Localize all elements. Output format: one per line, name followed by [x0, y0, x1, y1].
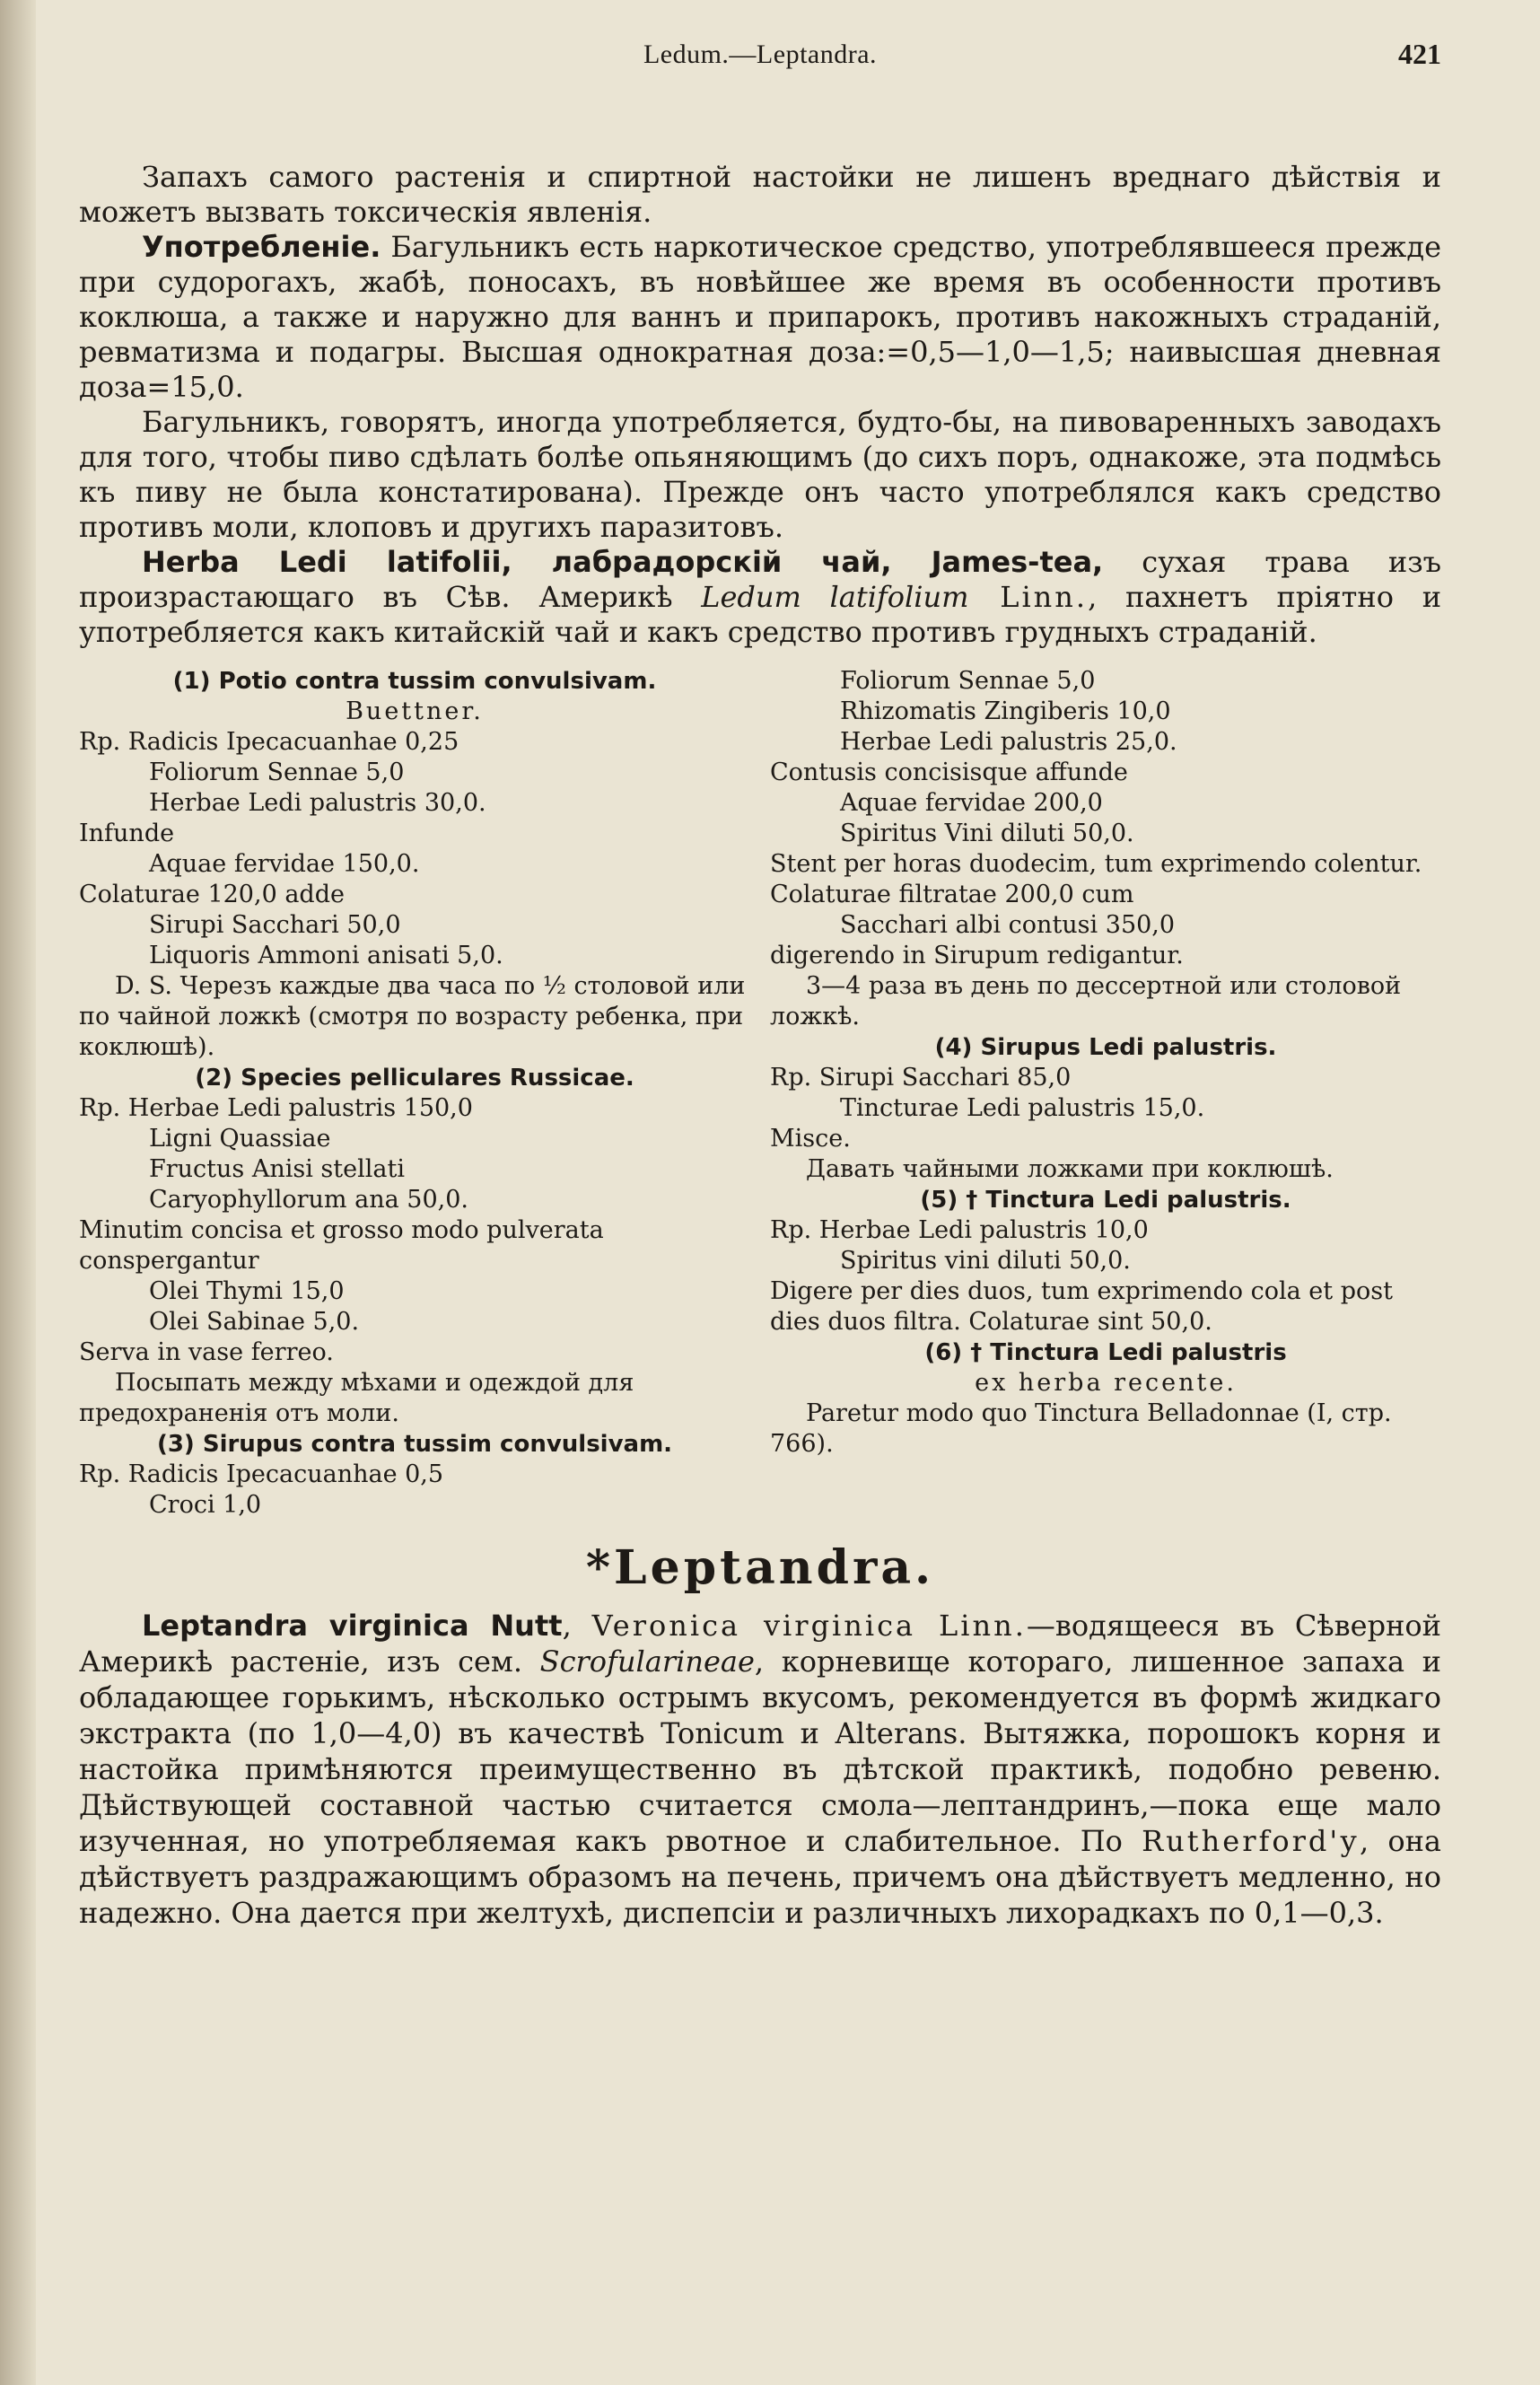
recipe-line: Ligni Quassiae	[149, 1125, 331, 1153]
recipe-line: Stent per horas duodecim, tum exprimendo colentur. Colaturae filtratae 200,0 cum	[770, 850, 1422, 908]
recipe-line: Olei Sabinae 5,0.	[149, 1308, 360, 1336]
recipe-line: Serva in vase ferreo.	[79, 1338, 334, 1366]
recipe-title: (5) † Tinctura Ledi palustris.	[920, 1187, 1291, 1214]
recipe-line: Sirupi Sacchari 50,0	[149, 911, 401, 939]
section-title: *Leptandra.	[585, 1540, 935, 1595]
leptandra-text	[79, 1608, 1441, 1931]
species-term: Leptandra virginica Nutt	[142, 1609, 563, 1643]
text-run: , корневище котораго, лишенное запаха и обладающее горькимъ, нѣсколько острымъ вкусомъ, рекомендуется въ формѣ жидкаго экстракта (по 1,0—4,0) въ качествѣ Tonicum и Alterans. Вытяжка, порошокъ корня и настойка примѣняются преимущественно въ дѣтской практикѣ, подобно ревеню. Дѣйствующей составной частью считается смола—лептандринъ,—пока еще мало изученная, но употребляемая какъ рвотное и слабительное. По	[79, 1644, 1442, 1858]
recipe-line: Fructus Anisi stellati	[149, 1155, 405, 1183]
herba-text: сухая трава изъ произрастающаго въ Сѣв. Америкѣ	[79, 545, 1442, 614]
paragraph: Багульникъ, говорятъ, иногда употребляется, будто-бы, на пивоваренныхъ заводахъ для того, чтобы пиво сдѣлать болѣе опьяняющимъ (до сихъ поръ, однакоже, эта подмѣсь къ пиву не была констатирована). Прежде онъ часто употреблялся какъ средство противъ моли, клоповъ и другихъ паразитовъ.	[79, 405, 1441, 544]
recipe-signa: Посыпать между мѣхами и одеждой для предохраненія отъ моли.	[79, 1369, 634, 1427]
paragraph-usage	[79, 230, 1441, 405]
recipe-line: Rhizomatis Zingiberis 10,0	[840, 697, 1171, 725]
recipe-line: Contusis concisisque affunde	[770, 758, 1128, 786]
right-column	[770, 666, 1441, 1521]
author-name: Rutherford'у	[1142, 1824, 1360, 1858]
recipe-line: Tincturae Ledi palustris 15,0.	[840, 1094, 1205, 1122]
species-name: Ledum latifolium	[701, 580, 969, 614]
recipe-line: Herbae Ledi palustris 30,0.	[149, 789, 486, 817]
recipe-line: Aquae fervidae 150,0.	[149, 850, 420, 878]
recipe-line: Rp. Sirupi Sacchari 85,0	[770, 1064, 1072, 1092]
paragraph	[79, 1608, 1441, 1931]
herba-text-end: , пахнетъ пріятно и употребляется какъ китайскій чай и какъ средство противъ грудныхъ страданій.	[79, 580, 1442, 649]
recipe-line: Croci 1,0	[149, 1491, 262, 1519]
recipe-line: Rp. Radicis Ipecacuanhae 0,5	[79, 1460, 444, 1488]
recipe-line: Minutim concisa et grosso modo pulverata conspergantur	[79, 1216, 604, 1275]
usage-text: Багульникъ есть наркотическое средство, употреблявшееся прежде при судорогахъ, жабѣ, поносахъ, въ новѣйшее же время въ особенности противъ коклюша, а также и наружно для ваннъ и припарокъ, противъ накожныхъ страданій, ревматизма и подагры. Высшая однократная доза:=0,5—1,0—1,5; наивысшая дневная доза=15,0.	[79, 230, 1441, 404]
recipe-line: Aquae fervidae 200,0	[840, 789, 1103, 817]
recipe-signa: 3—4 раза въ день по дессертной или столовой ложкѣ.	[770, 972, 1402, 1030]
recipe-line: digerendo in Sirupum redigantur.	[770, 942, 1184, 969]
usage-label: Употребленіе.	[142, 230, 381, 264]
recipe-signa: D. S. Черезъ каждые два часа по ½ столовой или по чайной ложкѣ (смотря по возрасту ребенка, при коклюшѣ).	[79, 972, 746, 1061]
recipe-title: (2) Species pelliculares Russicae.	[195, 1065, 634, 1092]
recipe-line: Olei Thymi 15,0	[149, 1277, 345, 1305]
recipe-title: (6) † Tinctura Ledi palustris	[924, 1339, 1287, 1366]
recipe-line: Rp. Herbae Ledi palustris 150,0	[79, 1094, 473, 1122]
ledum-text	[79, 160, 1441, 650]
paragraph: Запахъ самого растенія и спиртной настойки не лишенъ вреднаго дѣйствія и можетъ вызвать токсическія явленія.	[79, 160, 1441, 229]
recipe-line: Spiritus Vini diluti 50,0.	[840, 820, 1134, 847]
running-title: Ledum.—Leptandra.	[643, 39, 878, 69]
recipe-line: Paretur modo quo Tinctura Belladonnae (I, стр. 766).	[770, 1399, 1392, 1458]
herba-term: Herba Ledi latifolii, лабрадорскій чай, James-tea,	[142, 545, 1104, 579]
recipe-line: Foliorum Sennae 5,0	[149, 758, 405, 786]
recipe-line: Foliorum Sennae 5,0	[840, 667, 1096, 695]
recipe-line: Colaturae 120,0 adde	[79, 881, 345, 908]
text-run: —водящееся въ Сѣверной Америкѣ растеніе, изъ сем.	[79, 1609, 1442, 1679]
text-run: ,	[562, 1609, 592, 1643]
recipe-line: Misce.	[770, 1125, 851, 1153]
recipe-subtitle: ex herba recente.	[975, 1369, 1237, 1397]
recipe-line: Liquoris Ammoni anisati 5,0.	[149, 942, 503, 969]
recipe-title: (3) Sirupus contra tussim convulsivam.	[156, 1431, 673, 1458]
page-number: 421	[1398, 38, 1441, 70]
author-name: Linn.	[968, 580, 1089, 614]
recipe-line: Rp. Radicis Ipecacuanhae 0,25	[79, 728, 459, 756]
left-column	[79, 666, 750, 1521]
page-header	[79, 36, 1441, 81]
synonym-name: Veronica virginica Linn.	[591, 1609, 1027, 1643]
formula-columns	[79, 666, 1441, 1521]
text-run: , она дѣйствуетъ раздражающимъ образомъ на печень, причемъ она дѣйствуетъ медленно, но надежно. Она дается при желтухѣ, диспепсіи и различныхъ лихорадкахъ по 0,1—0,3.	[79, 1824, 1442, 1930]
recipe-title: (1) Potio contra tussim convulsivam.	[172, 668, 657, 695]
recipe-line: Rp. Herbae Ledi palustris 10,0	[770, 1216, 1149, 1244]
recipe-line: Infunde	[79, 820, 175, 847]
recipe-line: Digere per dies duos, tum exprimendo cola et post dies duos filtra. Colaturae sint 50,0.	[770, 1277, 1393, 1336]
recipe-line: Herbae Ledi palustris 25,0.	[840, 728, 1177, 756]
recipe-line: Sacchari albi contusi 350,0	[840, 911, 1176, 939]
family-name: Scrofularineae	[539, 1644, 755, 1679]
recipe-line: Caryophyllorum ana 50,0.	[149, 1186, 468, 1214]
recipe-line: Spiritus vini diluti 50,0.	[840, 1247, 1131, 1275]
recipe-signa: Давать чайными ложками при коклюшѣ.	[806, 1155, 1334, 1183]
recipe-title: (4) Sirupus Ledi palustris.	[934, 1034, 1277, 1061]
paragraph-herba	[79, 545, 1441, 650]
recipe-author: Buettner.	[346, 697, 484, 725]
